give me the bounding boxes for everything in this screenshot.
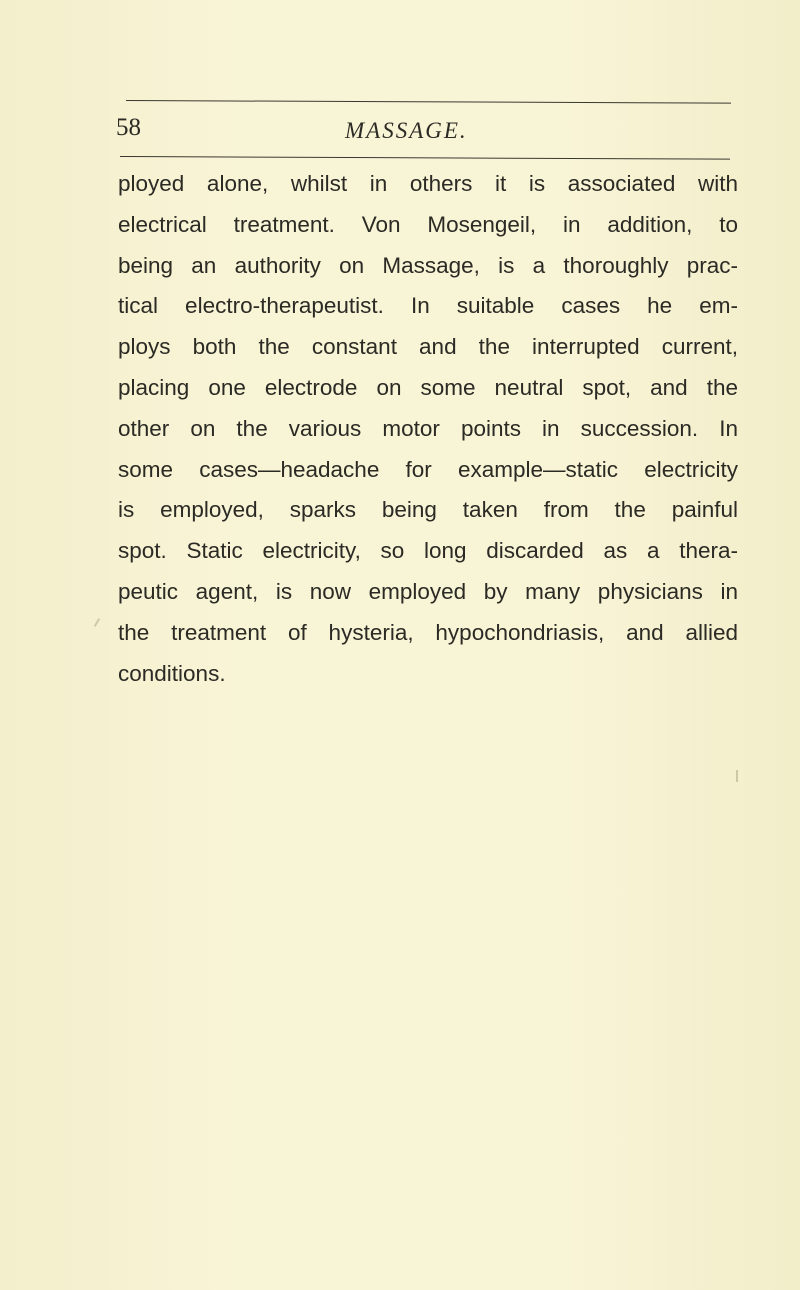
- text-line: being an authority on Massage, is a thoroughly prac-: [118, 252, 738, 278]
- text-line: spot. Static electricity, so long discarded as a thera-: [118, 538, 738, 564]
- header-rule-top: [126, 100, 731, 104]
- body-paragraph: [118, 164, 738, 694]
- paper-speck: [94, 618, 100, 627]
- text-line: some cases—headache for example—static electricity: [118, 456, 738, 482]
- text-line: is employed, sparks being taken from the painful: [118, 497, 738, 523]
- text-line: ploys both the constant and the interrupted current,: [118, 334, 738, 360]
- text-line: peutic agent, is now employed by many physicians in: [118, 578, 738, 604]
- text-line: ployed alone, whilst in others it is associated with: [118, 171, 738, 196]
- header-rule-bottom: [120, 156, 730, 160]
- text-line: the treatment of hysteria, hypochondriasis, and allied: [118, 619, 738, 645]
- text-line: placing one electrode on some neutral spot, and the: [118, 374, 738, 400]
- text-line: other on the various motor points in succession. In: [118, 415, 738, 441]
- running-head: MASSAGE.: [345, 118, 468, 143]
- paper-speck: [736, 770, 738, 782]
- text-line: electrical treatment. Von Mosengeil, in addition, to: [118, 211, 738, 237]
- text-line: conditions.: [118, 660, 226, 686]
- page-number: 58: [116, 114, 141, 141]
- text-line: tical electro-therapeutist. In suitable cases he em-: [118, 293, 738, 319]
